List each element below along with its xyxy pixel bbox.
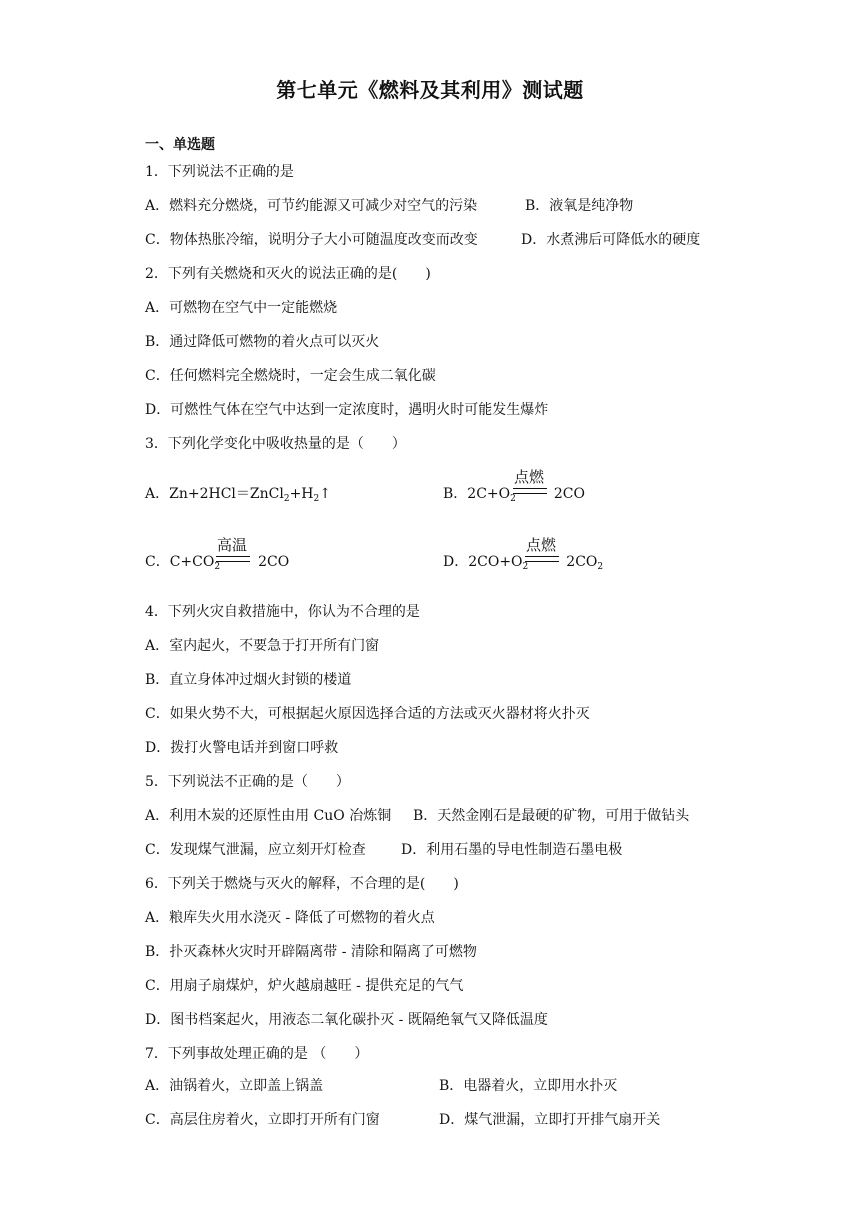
question-2-stem: 2．下列有关燃烧和灭火的说法正确的是( ): [145, 266, 431, 282]
question-1-option-d: D．水煮沸后可降低水的硬度: [521, 232, 701, 248]
question-4-option-a: A．室内起火，不要急于打开所有门窗: [145, 638, 380, 654]
section-heading: 一、单选题: [145, 137, 215, 153]
equation-text: C+CO: [169, 554, 215, 570]
question-6-option-d: D．图书档案起火，用液态二氧化碳扑灭 - 既隔绝氧气又降低温度: [145, 1012, 548, 1028]
question-1-stem: 1．下列说法不正确的是: [145, 164, 294, 180]
equation-text: 2CO: [258, 554, 290, 570]
question-7-option-d: D．煤气泄漏，立即打开排气扇开关: [439, 1112, 661, 1128]
question-4-option-b: B．直立身体冲过烟火封锁的楼道: [145, 672, 352, 688]
option-label: B．: [443, 486, 468, 502]
subscript: 2: [597, 562, 604, 572]
equation-text: Zn+2HCl＝ZnCl: [169, 486, 284, 502]
double-equals-sign: [216, 556, 250, 562]
question-4-option-d: D．拨打火警电话并到窗口呼救: [145, 740, 339, 756]
equation-text: 2C+O: [467, 486, 511, 502]
question-3-option-a: [145, 485, 331, 503]
question-1-option-c: C．物体热胀冷缩，说明分子大小可随温度改变而改变: [145, 232, 478, 248]
question-7-option-a: A．油锅着火，立即盖上锅盖: [145, 1078, 324, 1094]
question-4-stem: 4．下列火灾自救措施中，你认为不合理的是: [145, 604, 420, 620]
option-label: C．: [145, 554, 170, 570]
equation-text: 2CO: [553, 486, 585, 502]
subscript: 2: [313, 494, 320, 504]
question-7-stem: 7．下列事故处理正确的是 （ ）: [145, 1046, 369, 1062]
gas-arrow: ↑: [319, 486, 331, 502]
subscript: 2: [522, 562, 529, 572]
equation-text: 2CO: [566, 554, 598, 570]
option-label: A．: [145, 486, 170, 502]
question-6-option-c: C．用扇子扇煤炉，炉火越扇越旺 - 提供充足的气气: [145, 978, 464, 994]
question-6-option-a: A．粮库失火用水浇灭 - 降低了可燃物的着火点: [145, 910, 435, 926]
question-5-option-a: A．利用木炭的还原性由用 CuO 冶炼铜: [145, 808, 392, 824]
question-1-option-b: B．液氧是纯净物: [525, 198, 634, 214]
question-5-option-d: D．利用石墨的导电性制造石墨电极: [401, 842, 623, 858]
subscript: 2: [214, 562, 221, 572]
subscript: 2: [283, 494, 290, 504]
question-5-option-c: C．发现煤气泄漏，应立刻开灯检查: [145, 842, 366, 858]
question-6-stem: 6．下列关于燃烧与灭火的解释，不合理的是( ): [145, 876, 459, 892]
question-4-option-c: C．如果火势不大，可根据起火原因选择合适的方法或灭火器材将火扑灭: [145, 706, 590, 722]
page-title: 第七单元《燃料及其利用》测试题: [276, 78, 584, 102]
double-equals-sign: [513, 488, 547, 494]
question-7-option-c: C．高层住房着火，立即打开所有门窗: [145, 1112, 380, 1128]
reaction-condition: 高温: [217, 536, 248, 554]
question-6-option-b: B．扑灭森林火灾时开辟隔离带 - 清除和隔离了可燃物: [145, 944, 477, 960]
reaction-condition: 点燃: [526, 536, 557, 554]
question-1-option-a: A．燃料充分燃烧，可节约能源又可减少对空气的污染: [145, 198, 478, 214]
question-2-option-d: D．可燃性气体在空气中达到一定浓度时，遇明火时可能发生爆炸: [145, 402, 549, 418]
subscript: 2: [510, 494, 516, 504]
question-5-option-b: B．天然金刚石是最硬的矿物，可用于做钻头: [413, 808, 690, 824]
question-2-option-b: B．通过降低可燃物的着火点可以灭火: [145, 334, 380, 350]
equation-text: +H: [289, 486, 314, 502]
question-3-option-d: [443, 553, 603, 571]
double-equals-sign: [525, 556, 559, 562]
reaction-condition: 点燃: [514, 468, 545, 486]
question-3-stem: 3．下列化学变化中吸收热量的是（ ）: [145, 436, 406, 452]
question-5-stem: 5．下列说法不正确的是（ ）: [145, 774, 350, 790]
question-2-option-a: A．可燃物在空气中一定能燃烧: [145, 300, 338, 316]
option-label: D．: [443, 554, 469, 570]
question-7-option-b: B．电器着火，立即用水扑灭: [439, 1078, 618, 1094]
equation-text: 2CO+O: [468, 554, 523, 570]
question-2-option-c: C．任何燃料完全燃烧时，一定会生成二氧化碳: [145, 368, 436, 384]
